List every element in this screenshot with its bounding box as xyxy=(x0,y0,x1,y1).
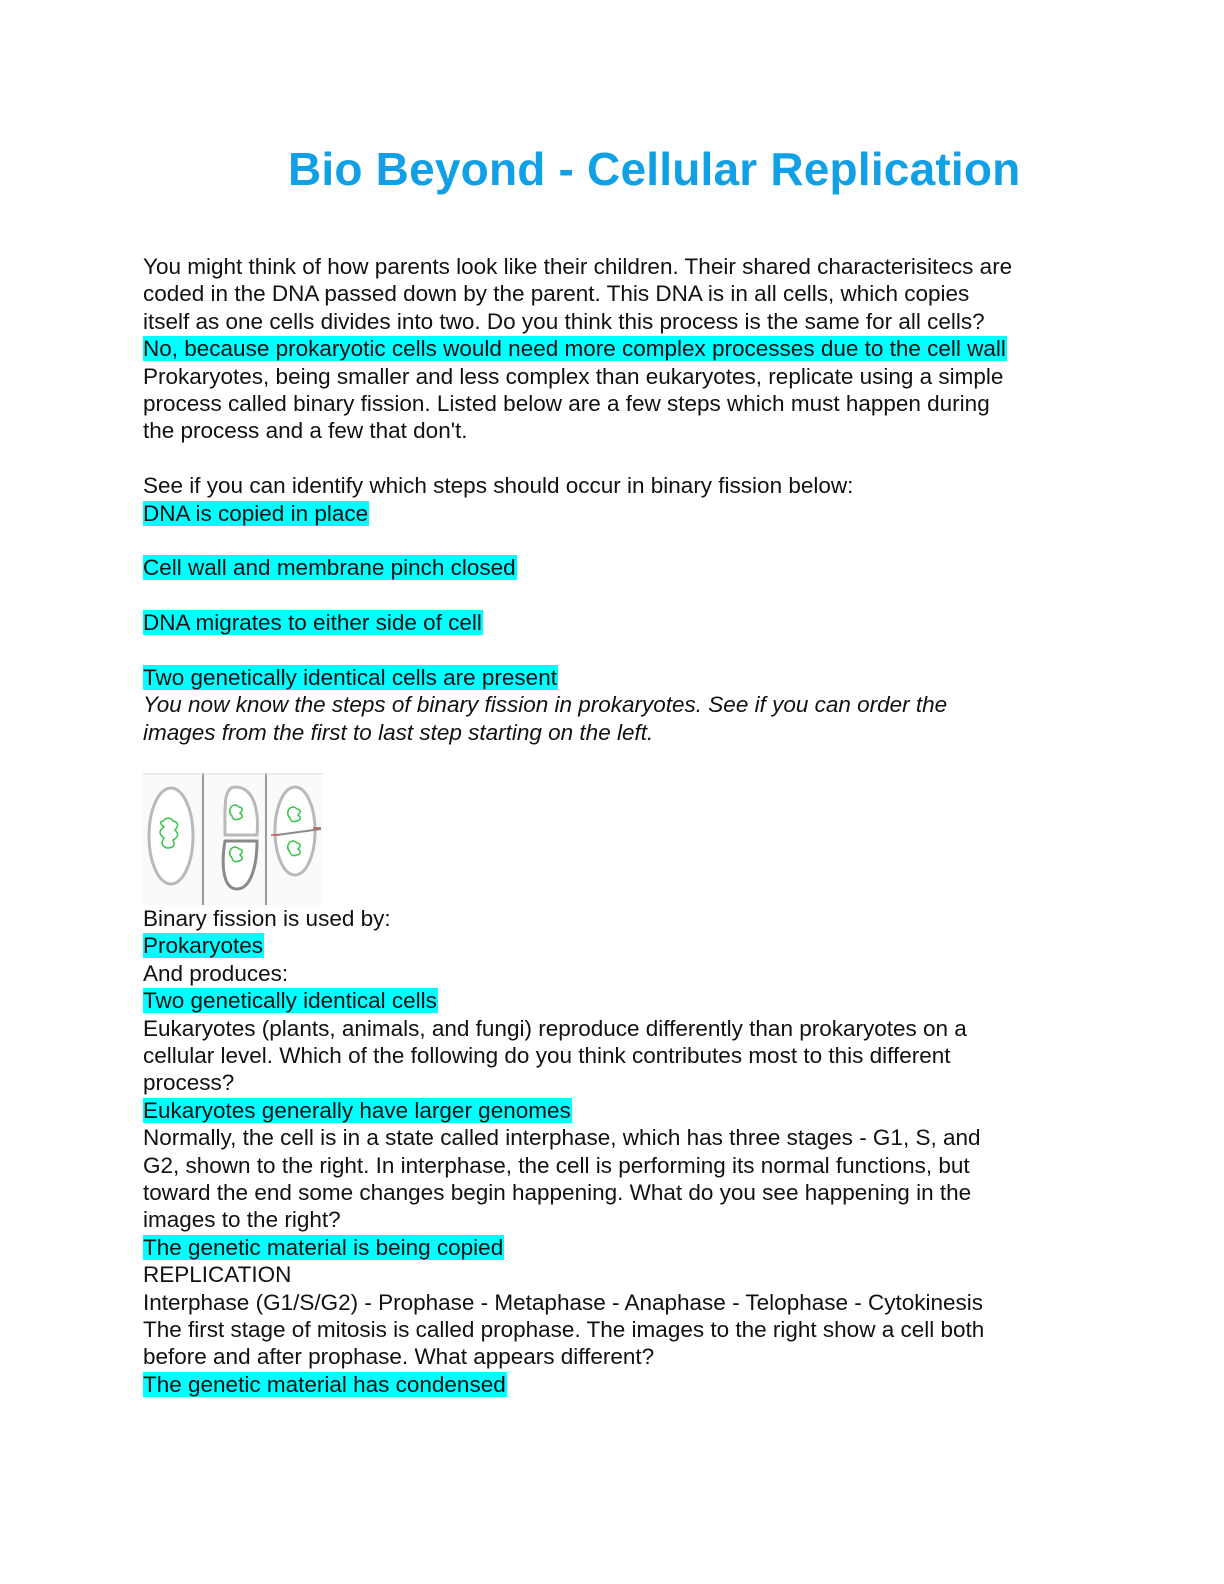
answer-cell-wall: No, because prokaryotic cells would need more complex processes due to the cell wall xyxy=(143,336,1006,362)
step-1: DNA is copied in place xyxy=(143,500,369,526)
intro-line-1: You might think of how parents look like their children. Their shared characterisitecs are xyxy=(143,254,1013,279)
prophase-line-1: The first stage of mitosis is called prophase. The images to the right show a cell both xyxy=(143,1316,985,1342)
cell-image-1 xyxy=(149,788,193,884)
prophase-answer: The genetic material has condensed xyxy=(143,1371,506,1397)
phases-line: Interphase (G1/S/G2) - Prophase - Metaphase - Anaphase - Telophase - Cytokinesis xyxy=(143,1289,984,1315)
prokaryotes-line-3: the process and a few that don't. xyxy=(143,418,468,444)
used-by-answer: Prokaryotes xyxy=(143,933,264,959)
step-3: DNA migrates to either side of cell xyxy=(143,610,482,636)
intro-line-3: itself as one cells divides into two. Do you think this process is the same for all cells? xyxy=(143,308,985,334)
produces-answer: Two genetically identical cells xyxy=(143,988,437,1014)
prokaryotes-line-1: Prokaryotes, being smaller and less complex than eukaryotes, replicate using a simple xyxy=(143,363,1004,389)
steps-prompt: See if you can identify which steps should occur in binary fission below: xyxy=(143,473,854,499)
interphase-line-2: G2, shown to the right. In interphase, the cell is performing its normal functions, but xyxy=(143,1152,970,1178)
eukaryotes-line-2: cellular level. Which of the following do you think contributes most to this different xyxy=(143,1042,951,1068)
interphase-line-1: Normally, the cell is in a state called interphase, which has three stages - G1, S, and xyxy=(143,1125,981,1151)
document-body xyxy=(143,253,1083,1398)
used-by-label: Binary fission is used by: xyxy=(143,906,391,932)
eukaryotes-answer: Eukaryotes generally have larger genomes xyxy=(143,1097,571,1123)
produces-label: And produces: xyxy=(143,960,289,986)
interphase-line-3: toward the end some changes begin happening. What do you see happening in the xyxy=(143,1179,972,1205)
order-prompt-line-1: You now know the steps of binary fission in prokaryotes. See if you can order the xyxy=(143,692,948,718)
replication-label: REPLICATION xyxy=(143,1262,292,1288)
eukaryotes-line-3: process? xyxy=(143,1070,235,1096)
prokaryotes-line-2: process called binary fission. Listed below are a few steps which must happen during xyxy=(143,390,990,416)
step-4: Two genetically identical cells are present xyxy=(143,664,557,690)
intro-line-2: coded in the DNA passed down by the parent. This DNA is in all cells, which copies xyxy=(143,281,970,307)
prophase-line-2: before and after prophase. What appears different? xyxy=(143,1344,655,1370)
step-2: Cell wall and membrane pinch closed xyxy=(143,555,516,581)
eukaryotes-line-1: Eukaryotes (plants, animals, and fungi) reproduce differently than prokaryotes on a xyxy=(143,1015,967,1041)
binary-fission-image xyxy=(143,773,323,905)
interphase-answer: The genetic material is being copied xyxy=(143,1234,504,1260)
interphase-line-4: images to the right? xyxy=(143,1207,341,1233)
order-prompt-line-2: images from the first to last step starting on the left. xyxy=(143,719,654,745)
page-title: Bio Beyond - Cellular Replication xyxy=(288,143,1021,195)
